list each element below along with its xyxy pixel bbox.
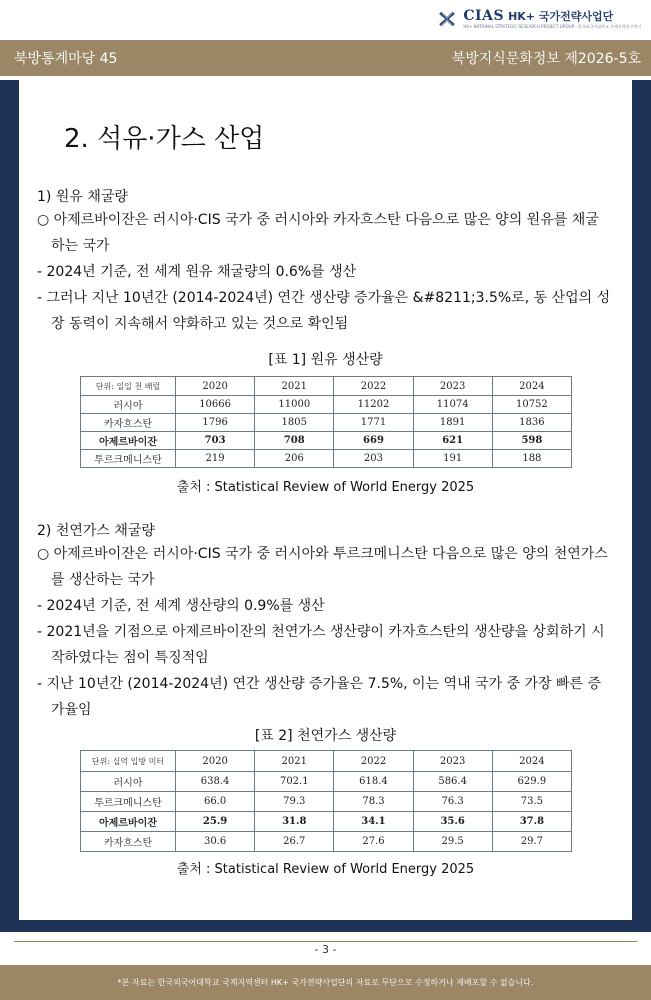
value-cell: 34.1: [334, 812, 413, 832]
row-label: 카자흐스탄: [81, 414, 176, 432]
crude-bullet-share: - 2024년 기준, 전 세계 원유 채굴량의 0.6%를 생산: [37, 264, 357, 280]
section-heading-gas: 2) 천연가스 채굴량: [37, 523, 155, 539]
value-cell: 702.1: [255, 772, 334, 792]
value-cell: 598: [492, 432, 571, 450]
logo-text: [463, 9, 641, 29]
value-cell: 31.8: [255, 812, 334, 832]
table-row-highlight: [81, 432, 572, 450]
gas-bullet-growth-cont: 가율임: [51, 702, 92, 718]
value-cell: 30.6: [176, 832, 255, 852]
logo: [437, 6, 641, 32]
gas-bullet-overtake-cont: 작하였다는 점이 특징적임: [51, 650, 209, 666]
year-cell: 2020: [176, 751, 255, 772]
frame-left: [0, 80, 19, 932]
value-cell: 27.6: [334, 832, 413, 852]
table-row: [81, 772, 572, 792]
page-divider: [14, 941, 637, 942]
value-cell: 73.5: [492, 792, 571, 812]
row-label: 아제르바이잔: [81, 432, 176, 450]
year-cell: 2021: [255, 377, 334, 396]
value-cell: 11000: [255, 396, 334, 414]
table-row: [81, 792, 572, 812]
row-label: 카자흐스탄: [81, 832, 176, 852]
table-header-row: [81, 377, 572, 396]
logo-subtitle: HK+ NATIONAL STRATEGIC RESEARCH PROJECT GROUP · 한국외국어대학교 국제지역연구센터: [463, 24, 641, 29]
value-cell: 10666: [176, 396, 255, 414]
row-label: 투르크메니스탄: [81, 450, 176, 468]
footer-bar: [0, 965, 651, 1000]
value-cell: 203: [334, 450, 413, 468]
page-number: - 3 -: [314, 943, 337, 956]
page-title: 2. 석유·가스 산업: [64, 124, 265, 154]
year-cell: 2022: [334, 751, 413, 772]
value-cell: 10752: [492, 396, 571, 414]
table-row-highlight: [81, 812, 572, 832]
gas-bullet-share: - 2024년 기준, 전 세계 생산량의 0.9%를 생산: [37, 598, 325, 614]
crude-oil-table: [80, 376, 572, 468]
gas-bullet-main-cont: 를 생산하는 국가: [51, 572, 155, 588]
crude-bullet-growth-cont: 장 동력이 지속해서 약화하고 있는 것으로 확인됨: [51, 316, 349, 332]
value-cell: 618.4: [334, 772, 413, 792]
value-cell: 669: [334, 432, 413, 450]
value-cell: 29.5: [413, 832, 492, 852]
year-cell: 2023: [413, 751, 492, 772]
value-cell: 703: [176, 432, 255, 450]
value-cell: 66.0: [176, 792, 255, 812]
series-label: 북방통계마당 45: [14, 51, 118, 67]
table-row: [81, 450, 572, 468]
logo-org: HK+ 국가전략사업단: [508, 10, 614, 23]
gas-bullet-growth: - 지난 10년간 (2014-2024년) 연간 생산량 증가율은 7.5%, 이는 역내 국가 중 가장 빠른 증: [37, 676, 602, 692]
logo-abbr: CIAS: [463, 8, 505, 24]
table1-source: 출처 : Statistical Review of World Energy 2025: [176, 480, 475, 495]
value-cell: 11074: [413, 396, 492, 414]
table2-title: [표 2] 천연가스 생산량: [254, 728, 397, 744]
copyright-notice: *본 자료는 한국외국어대학교 국제지역센터 HK+ 국가전략사업단의 자료로 무단으로 수정하거나 재배포할 수 없습니다.: [117, 978, 534, 987]
year-cell: 2024: [492, 751, 571, 772]
value-cell: 206: [255, 450, 334, 468]
value-cell: 586.4: [413, 772, 492, 792]
table-header-row: [81, 751, 572, 772]
gas-bullet-main: ○ 아제르바이잔은 러시아·CIS 국가 중 러시아와 투르크메니스탄 다음으로 많은 양의 천연가스: [37, 546, 608, 562]
row-label: 투르크메니스탄: [81, 792, 176, 812]
value-cell: 219: [176, 450, 255, 468]
table1-title: [표 1] 원유 생산량: [268, 352, 383, 368]
table-row: [81, 414, 572, 432]
year-cell: 2022: [334, 377, 413, 396]
row-label: 아제르바이잔: [81, 812, 176, 832]
row-label: 러시아: [81, 396, 176, 414]
cias-logo-icon: [437, 9, 457, 29]
year-cell: 2024: [492, 377, 571, 396]
value-cell: 188: [492, 450, 571, 468]
year-cell: 2023: [413, 377, 492, 396]
value-cell: 191: [413, 450, 492, 468]
unit-cell: 단위: 십억 입방 미터: [81, 751, 176, 772]
gas-bullet-overtake: - 2021년을 기점으로 아제르바이잔의 천연가스 생산량이 카자흐스탄의 생산량을 상회하기 시: [37, 624, 605, 640]
unit-cell: 단위: 일일 천 배럴: [81, 377, 176, 396]
row-label: 러시아: [81, 772, 176, 792]
value-cell: 76.3: [413, 792, 492, 812]
value-cell: 11202: [334, 396, 413, 414]
value-cell: 1891: [413, 414, 492, 432]
value-cell: 35.6: [413, 812, 492, 832]
table2-source: 출처 : Statistical Review of World Energy 2025: [176, 862, 475, 877]
value-cell: 1836: [492, 414, 571, 432]
header-bar: [0, 40, 651, 76]
issue-label: 북방지식문화정보 제2026-5호: [451, 51, 641, 67]
table-row: [81, 832, 572, 852]
value-cell: 29.7: [492, 832, 571, 852]
natural-gas-table: [80, 750, 572, 852]
frame-right: [632, 80, 651, 932]
value-cell: 638.4: [176, 772, 255, 792]
value-cell: 37.8: [492, 812, 571, 832]
value-cell: 1796: [176, 414, 255, 432]
value-cell: 621: [413, 432, 492, 450]
value-cell: 1771: [334, 414, 413, 432]
value-cell: 26.7: [255, 832, 334, 852]
crude-paragraph: [37, 207, 622, 337]
value-cell: 79.3: [255, 792, 334, 812]
year-cell: 2021: [255, 751, 334, 772]
value-cell: 78.3: [334, 792, 413, 812]
gas-paragraph: [37, 541, 622, 723]
crude-bullet-growth: - 그러나 지난 10년간 (2014-2024년) 연간 생산량 증가율은 &#8211;3.5%로, 동 산업의 성: [37, 290, 611, 306]
value-cell: 629.9: [492, 772, 571, 792]
value-cell: 25.9: [176, 812, 255, 832]
table-row: [81, 396, 572, 414]
crude-bullet-main-cont: 하는 국가: [51, 238, 110, 254]
section-heading-crude: 1) 원유 채굴량: [37, 189, 128, 205]
value-cell: 1805: [255, 414, 334, 432]
value-cell: 708: [255, 432, 334, 450]
year-cell: 2020: [176, 377, 255, 396]
crude-bullet-main: ○ 아제르바이잔은 러시아·CIS 국가 중 러시아와 카자흐스탄 다음으로 많은 양의 원유를 채굴: [37, 212, 599, 228]
frame-bottom: [0, 920, 651, 932]
